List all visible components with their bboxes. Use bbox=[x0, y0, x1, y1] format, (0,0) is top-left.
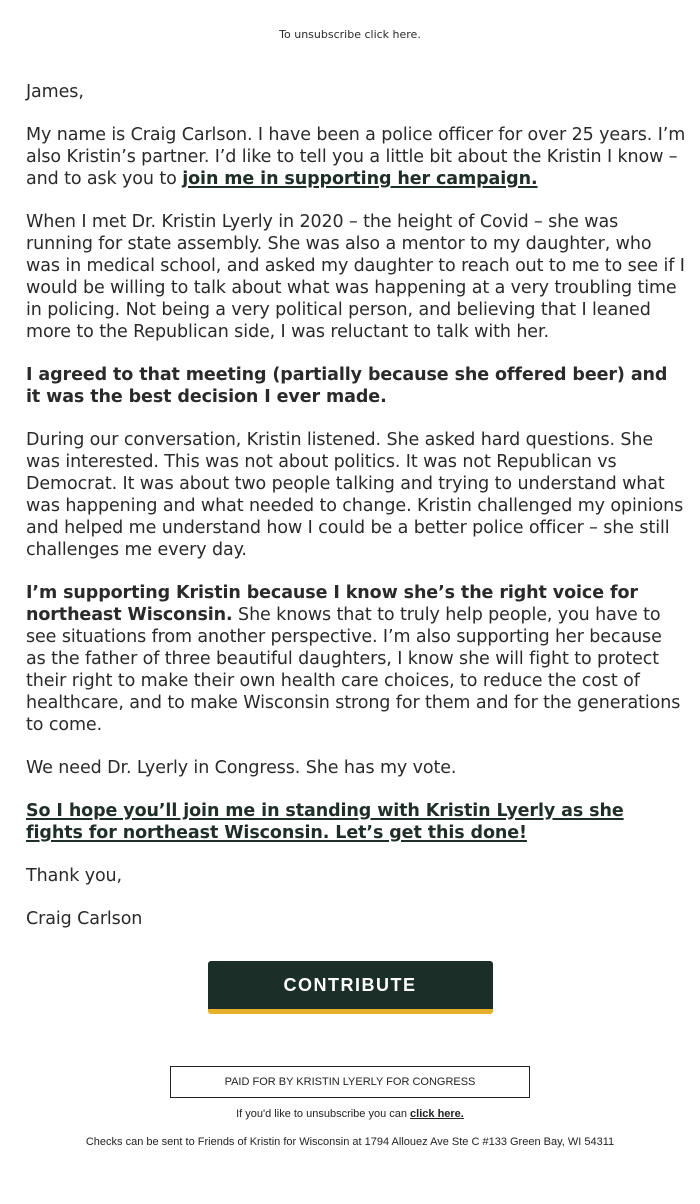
top-unsubscribe-link[interactable]: To unsubscribe click here. bbox=[279, 28, 421, 41]
paragraph-supporting-text: She knows that to truly help people, you have to see situations from another perspective. I’m also supporting her because as the father of three beautiful daughters, I know she will fight to protect their right to make their own health care choices, to reduce the cost of healthcare, and to make Wisconsin strong for them and for the generations to come. bbox=[26, 605, 681, 735]
greeting: James, bbox=[26, 82, 84, 102]
footer-unsubscribe-link[interactable]: click here. bbox=[410, 1108, 464, 1120]
standing-with-kristin-link[interactable]: So I hope you’ll join me in standing with Kristin Lyerly as she fights for northeast Wisconsin. Let’s get this done! bbox=[26, 801, 624, 843]
footer-unsubscribe-text: If you'd like to unsubscribe you can bbox=[236, 1108, 411, 1120]
paragraph-join bbox=[26, 800, 686, 844]
letter bbox=[26, 81, 686, 930]
footer-unsubscribe bbox=[0, 1108, 700, 1120]
paragraph-agreed: I agreed to that meeting (partially because she offered beer) and it was the best decision I ever made. bbox=[26, 365, 668, 407]
contribute-button[interactable]: CONTRIBUTE bbox=[208, 961, 493, 1014]
paragraph-conversation: During our conversation, Kristin listened. She asked hard questions. She was interested. This was not about politics. It was not Republican vs Democrat. It was about two people talking and trying to understand what was happening and what needed to change. Kristin challenged my opinions and helped me understand how I could be a better police officer – she still challenges me every day. bbox=[26, 430, 684, 560]
signature: Craig Carlson bbox=[26, 909, 143, 929]
cta-container bbox=[0, 961, 700, 1014]
join-campaign-link[interactable]: join me in supporting her campaign. bbox=[182, 169, 538, 189]
paragraph-intro bbox=[26, 124, 686, 190]
paragraph-meeting: When I met Dr. Kristin Lyerly in 2020 – the height of Covid – she was running for state assembly. She was also a mentor to my daughter, who was in medical school, and asked my daughter to reach out to me to see if I would be willing to talk about what was happening at a very troubling time in policing. Not being a very political person, and believing that I leaned more to the Republican side, I was reluctant to talk with her. bbox=[26, 212, 685, 342]
paragraph-intro-text: My name is Craig Carlson. I have been a police officer for over 25 years. I’m also Kristin’s partner. I’d like to tell you a little bit about the Kristin I know – and to ask you to bbox=[26, 125, 686, 189]
paid-for-disclaimer: PAID FOR BY KRISTIN LYERLY FOR CONGRESS bbox=[170, 1066, 530, 1098]
mailing-address: Checks can be sent to Friends of Kristin for Wisconsin at 1794 Allouez Ave Ste C #133 Green Bay, WI 54311 bbox=[85, 1136, 615, 1148]
paragraph-supporting bbox=[26, 582, 686, 736]
signoff: Thank you, bbox=[26, 866, 123, 886]
top-unsubscribe bbox=[0, 0, 700, 48]
paragraph-vote: We need Dr. Lyerly in Congress. She has my vote. bbox=[26, 758, 457, 778]
paragraph-supporting-bold: I’m supporting Kristin because I know she’s the right voice for northeast Wisconsin. bbox=[26, 583, 638, 625]
